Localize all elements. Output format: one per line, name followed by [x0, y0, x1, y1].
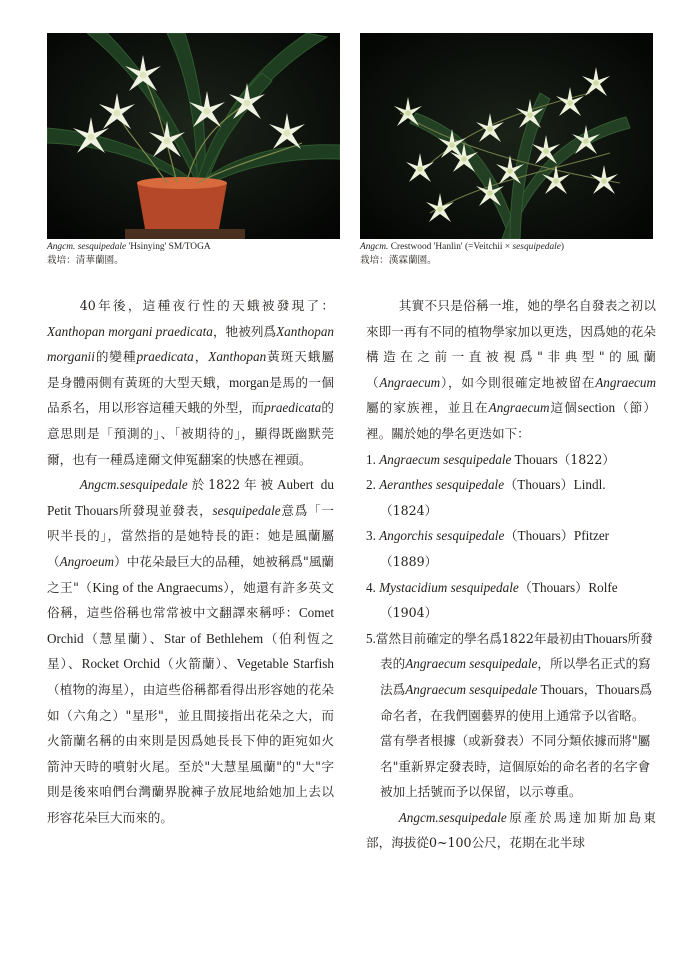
text-run: 的變種: [94, 349, 137, 365]
year: （1889）: [380, 553, 438, 569]
text-run: ，所以學名正式的寫法爲: [380, 656, 651, 697]
text-run: 的意思則是「預測的」、「被期待的」，顯得既幽默莞爾，也有一種爲達爾文伸冤翻案的快感在裡頭。: [47, 400, 335, 467]
roman-term: Star of Bethlehem: [163, 630, 264, 646]
text-run: 屬的家族裡，並且在: [366, 400, 489, 416]
latin-name: Angraecum sesquipedale: [405, 681, 538, 697]
year: （1824）: [380, 502, 438, 518]
latin-name: Angraecum: [379, 374, 441, 390]
text-run: （火箭蘭）、: [159, 656, 237, 672]
text-run: 原產於馬達加斯加島東部，海拔從0~100公尺，花期在北半球: [366, 809, 656, 851]
text-run: （伯利恆之星）、: [47, 630, 335, 672]
latin-name: Xanthopan: [208, 349, 267, 365]
roman-term: Comet Orchid: [47, 605, 334, 646]
text-run: 所發表的: [380, 630, 653, 672]
text-run: 其實不只是俗稱一堆，她的學名自發表之初以來即一再有不同的植物學家加以更迭，因爲她的花朵構造在之前一直被視爲"非典型"的風蘭（: [366, 298, 656, 390]
text-run: （節）裡。關於她的學名更迭如下：: [366, 400, 657, 441]
list-number: 2.: [366, 477, 380, 493]
latin-name: Xanthopan morgani praedicata: [47, 323, 213, 339]
paragraph-species-names: [47, 472, 334, 830]
text-run: ，: [583, 681, 597, 697]
list-item: [366, 523, 656, 574]
latin-name: Angcm.sesquipedale: [79, 477, 188, 493]
caption-left-name: Angcm. sesquipedale: [47, 242, 127, 252]
orchid-photo-crestwood: [360, 33, 653, 239]
text-run: 於1822年被: [187, 477, 278, 493]
list-item: [366, 626, 656, 805]
roman-term: Rocket Orchid: [81, 656, 160, 672]
text-run: 是馬的一個品系名，用以形容這種天蛾的外型，而: [47, 374, 335, 416]
latin-name: Angraecum sesquipedale: [405, 656, 538, 672]
latin-name: praedicata: [136, 349, 194, 365]
photo-caption-right: [360, 241, 564, 267]
right-text-column: [366, 293, 656, 856]
caption-right-epithet: sesquipedale: [512, 242, 561, 252]
author-name: （Thouars）Pfitzer: [504, 528, 610, 544]
latin-name: sesquipedale: [212, 502, 281, 518]
latin-name: Angorchis sesquipedale: [379, 528, 505, 544]
orchid-photo-left-art: [47, 33, 340, 239]
paragraph-moth-discovery: [47, 293, 334, 472]
paragraph-habitat: [366, 805, 656, 856]
roman-term: Vegetable Starfish: [236, 656, 335, 672]
text-run: 爲命名者，在我們園藝界的使用上通常予以省略。當有學者根據（或新發表）不同分類依據而將"屬名"重新界定發表時，這個原始的命名者的名字會被加上括號而予以保留，以示尊重。: [380, 681, 653, 800]
roman-term: morgan: [228, 374, 270, 390]
author-name: Thouars: [511, 451, 558, 467]
list-item: [366, 575, 656, 626]
photo-caption-left: [47, 241, 211, 267]
caption-left-tail: 'Hsinying' SM/TOGA: [128, 242, 211, 252]
latin-name: Mystacidium sesquipedale: [379, 579, 519, 595]
caption-right-grower: 栽培：漢霖蘭園。: [360, 255, 437, 266]
text-run: （植物的海星），由這些俗稱都看得出形容她的花朵如（六角之）"星形"，並且間接指出花朵之大，而火箭蘭名稱的由來則是因爲她長長下伸的距宛如火箭沖天時的噴射火尾。至於"大慧星風蘭"的"大"字則是後來咱們台灣蘭界脫褲子放屁地給她加上去以形容花朵巨大而來的。: [47, 681, 334, 825]
latin-name: Angroeum: [59, 553, 115, 569]
text-run: 所發現並發表，: [118, 502, 213, 518]
year: （1822）: [557, 451, 615, 467]
text-run: （慧星蘭）、: [83, 630, 164, 646]
roman-term: Thouars: [596, 681, 640, 697]
latin-name: Angraecum: [488, 400, 550, 416]
roman-term: Thouars: [584, 630, 628, 646]
orchid-photo-hsinying: [47, 33, 340, 239]
roman-term: King of the Angraecums: [92, 579, 223, 595]
text-run: ）中花朵最巨大的品種，她被稱爲"風蘭之王"（: [47, 553, 335, 595]
text-run: ，牠被列爲: [212, 323, 277, 339]
year: （1904）: [380, 605, 438, 621]
paragraph-name-changes: [366, 293, 656, 447]
roman-term: section: [577, 400, 616, 416]
caption-right-mid: Crestwood 'Hanlin' (=Veitchii ×: [390, 242, 513, 252]
list-number: 3.: [366, 528, 380, 544]
caption-right-name: Angcm.: [360, 242, 389, 252]
list-item: [366, 472, 656, 523]
text-run: ），她還有許多英文俗稱，這些俗稱也常常被中文翻譯來稱呼：: [47, 579, 335, 621]
latin-name: Angcm.sesquipedale: [398, 809, 507, 825]
caption-right-close: ): [560, 242, 565, 252]
latin-name: Aeranthes sesquipedale: [379, 477, 505, 493]
text-run: 這個: [549, 400, 578, 416]
roman-term: Aubert du Petit Thouars: [47, 477, 334, 518]
list-number: 5.: [366, 630, 376, 646]
author-name: （Thouars）Rolfe: [518, 579, 618, 595]
latin-name: praedicata: [264, 400, 322, 416]
text-run: ），如今則很確定地被留在: [440, 374, 596, 390]
text-run: 當然目前確定的學名爲1822年最初由: [375, 630, 585, 646]
text-run: 黃斑天蛾屬是身體兩側有黃斑的大型天蛾，: [47, 349, 335, 390]
text-run: 意爲「一呎半長的」，當然指的是她特長的距：她是風蘭屬（: [47, 502, 335, 569]
list-item: [366, 447, 656, 473]
list-number: 4.: [366, 579, 380, 595]
caption-left-grower: 栽培：清華蘭園。: [47, 255, 124, 266]
orchid-photo-right-art: [360, 33, 653, 239]
latin-name: Xanthopan morganii: [47, 323, 335, 365]
list-number: 1.: [366, 451, 380, 467]
author-name: （Thouars）Lindl.: [504, 477, 606, 493]
latin-name: Angraecum: [595, 374, 657, 390]
roman-term: Thouars: [537, 681, 584, 697]
latin-name: Angraecum sesquipedale: [379, 451, 512, 467]
text-run: 40年後，這種夜行性的天蛾被發現了：: [79, 298, 334, 313]
text-run: ，: [193, 349, 209, 365]
left-text-column: [47, 293, 334, 830]
synonym-list: [366, 447, 656, 805]
